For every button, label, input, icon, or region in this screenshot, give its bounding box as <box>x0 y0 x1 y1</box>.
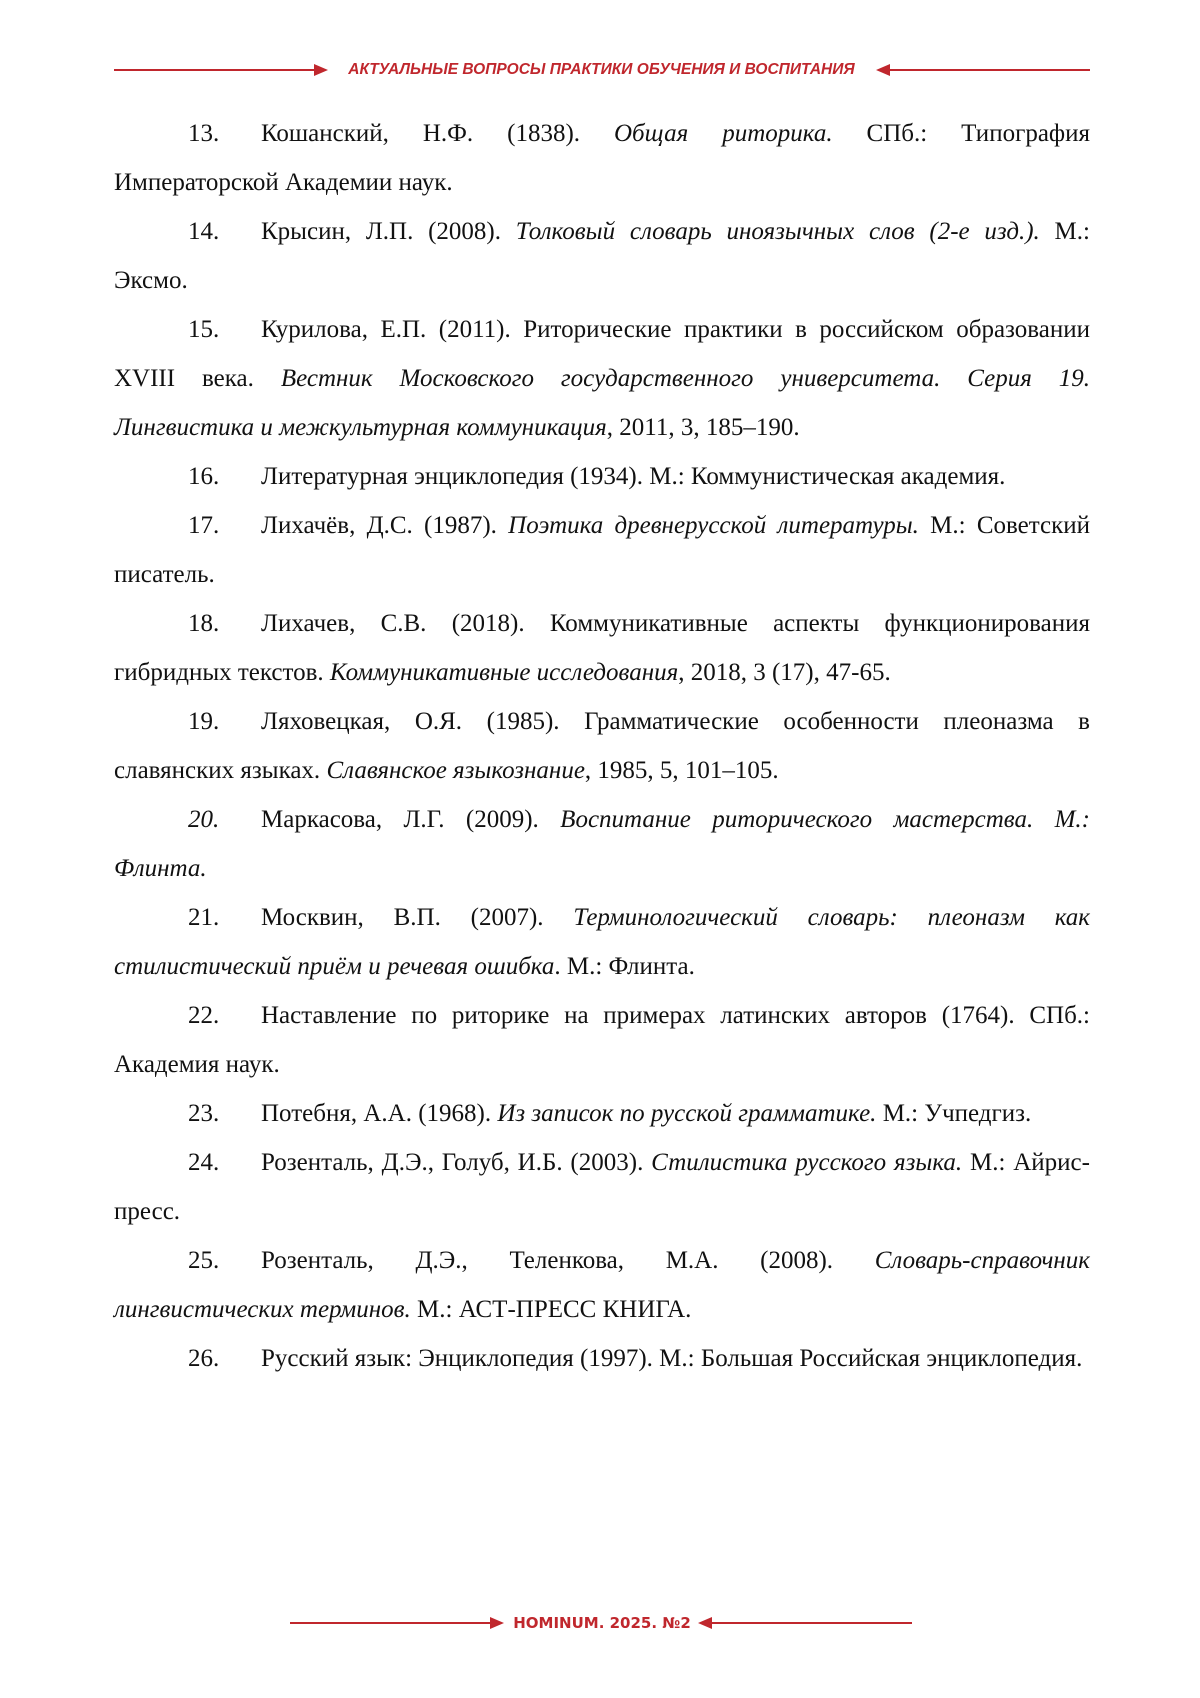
reference-item: 24. Розенталь, Д.Э., Голуб, И.Б. (2003). Стилистика русского языка. М.: Айрис-пресс. <box>114 1138 1090 1236</box>
reference-item: 19. Ляховецкая, О.Я. (1985). Грамматические особенности плеоназма в славянских языках. Славянское языкознание, 1985, 5, 101–105. <box>114 697 1090 795</box>
header-arrow-left-icon <box>876 64 890 76</box>
footer-rule-left <box>290 1622 490 1624</box>
reference-number: 18. <box>188 610 220 637</box>
reference-number: 20. <box>188 806 220 833</box>
header-arrow-right-icon <box>314 64 328 76</box>
reference-number: 22. <box>188 1002 220 1029</box>
reference-item: 26. Русский язык: Энциклопедия (1997). М.: Большая Российская энциклопедия. <box>114 1334 1090 1383</box>
reference-list <box>114 109 1090 1383</box>
reference-item: 13. Кошанский, Н.Ф. (1838). Общая риторика. СПб.: Типография Императорской Академии наук. <box>114 109 1090 207</box>
reference-item: 22. Наставление по риторике на примерах латинских авторов (1764). СПб.: Академия наук. <box>114 991 1090 1089</box>
reference-item: 23. Потебня, А.А. (1968). Из записок по русской грамматике. М.: Учпедгиз. <box>114 1089 1090 1138</box>
reference-item: 16. Литературная энциклопедия (1934). М.: Коммунистическая академия. <box>114 452 1090 501</box>
reference-item: 21. Москвин, В.П. (2007). Терминологический словарь: плеоназм как стилистический приём и речевая ошибка. М.: Флинта. <box>114 893 1090 991</box>
reference-number: 26. <box>188 1345 220 1372</box>
reference-item: 17. Лихачёв, Д.С. (1987). Поэтика древнерусской литературы. М.: Советский писатель. <box>114 501 1090 599</box>
reference-number: 24. <box>188 1149 220 1176</box>
reference-item: 20. Маркасова, Л.Г. (2009). Воспитание риторического мастерства. М.: Флинта. <box>114 795 1090 893</box>
page-footer <box>0 1611 1200 1635</box>
footer-rule-right <box>712 1622 912 1624</box>
reference-item: 18. Лихачев, С.В. (2018). Коммуникативные аспекты функционирования гибридных текстов. Коммуникативные исследования, 2018, 3 (17), 47-65. <box>114 599 1090 697</box>
journal-section-title: АКТУАЛЬНЫЕ ВОПРОСЫ ПРАКТИКИ ОБУЧЕНИЯ И ВОСПИТАНИЯ <box>348 61 855 78</box>
reference-number: 19. <box>188 708 220 735</box>
reference-number: 23. <box>188 1100 220 1127</box>
header-rule-left <box>114 69 314 71</box>
reference-number: 17. <box>188 512 220 539</box>
header-rule-right <box>890 69 1090 71</box>
reference-item: 15. Курилова, Е.П. (2011). Риторические практики в российском образовании XVIII века. Вестник Московского государственного университета. Серия 19. Лингвистика и межкультурная коммуникация, 2011, 3, 185–190. <box>114 305 1090 452</box>
page-header <box>0 58 1200 82</box>
reference-number: 25. <box>188 1247 220 1274</box>
reference-number: 13. <box>188 120 220 147</box>
reference-item: 25. Розенталь, Д.Э., Теленкова, М.А. (2008). Словарь-справочник лингвистических терминов. М.: АСТ-ПРЕСС КНИГА. <box>114 1236 1090 1334</box>
reference-number: 14. <box>188 218 220 245</box>
reference-number: 21. <box>188 904 220 931</box>
reference-item: 14. Крысин, Л.П. (2008). Толковый словарь иноязычных слов (2-е изд.). М.: Эксмо. <box>114 207 1090 305</box>
footer-arrow-left-icon <box>698 1617 712 1629</box>
journal-issue-label: HOMINUM. 2025. №2 <box>513 1614 691 1632</box>
footer-arrow-right-icon <box>490 1617 504 1629</box>
reference-number: 15. <box>188 316 220 343</box>
reference-number: 16. <box>188 463 220 490</box>
